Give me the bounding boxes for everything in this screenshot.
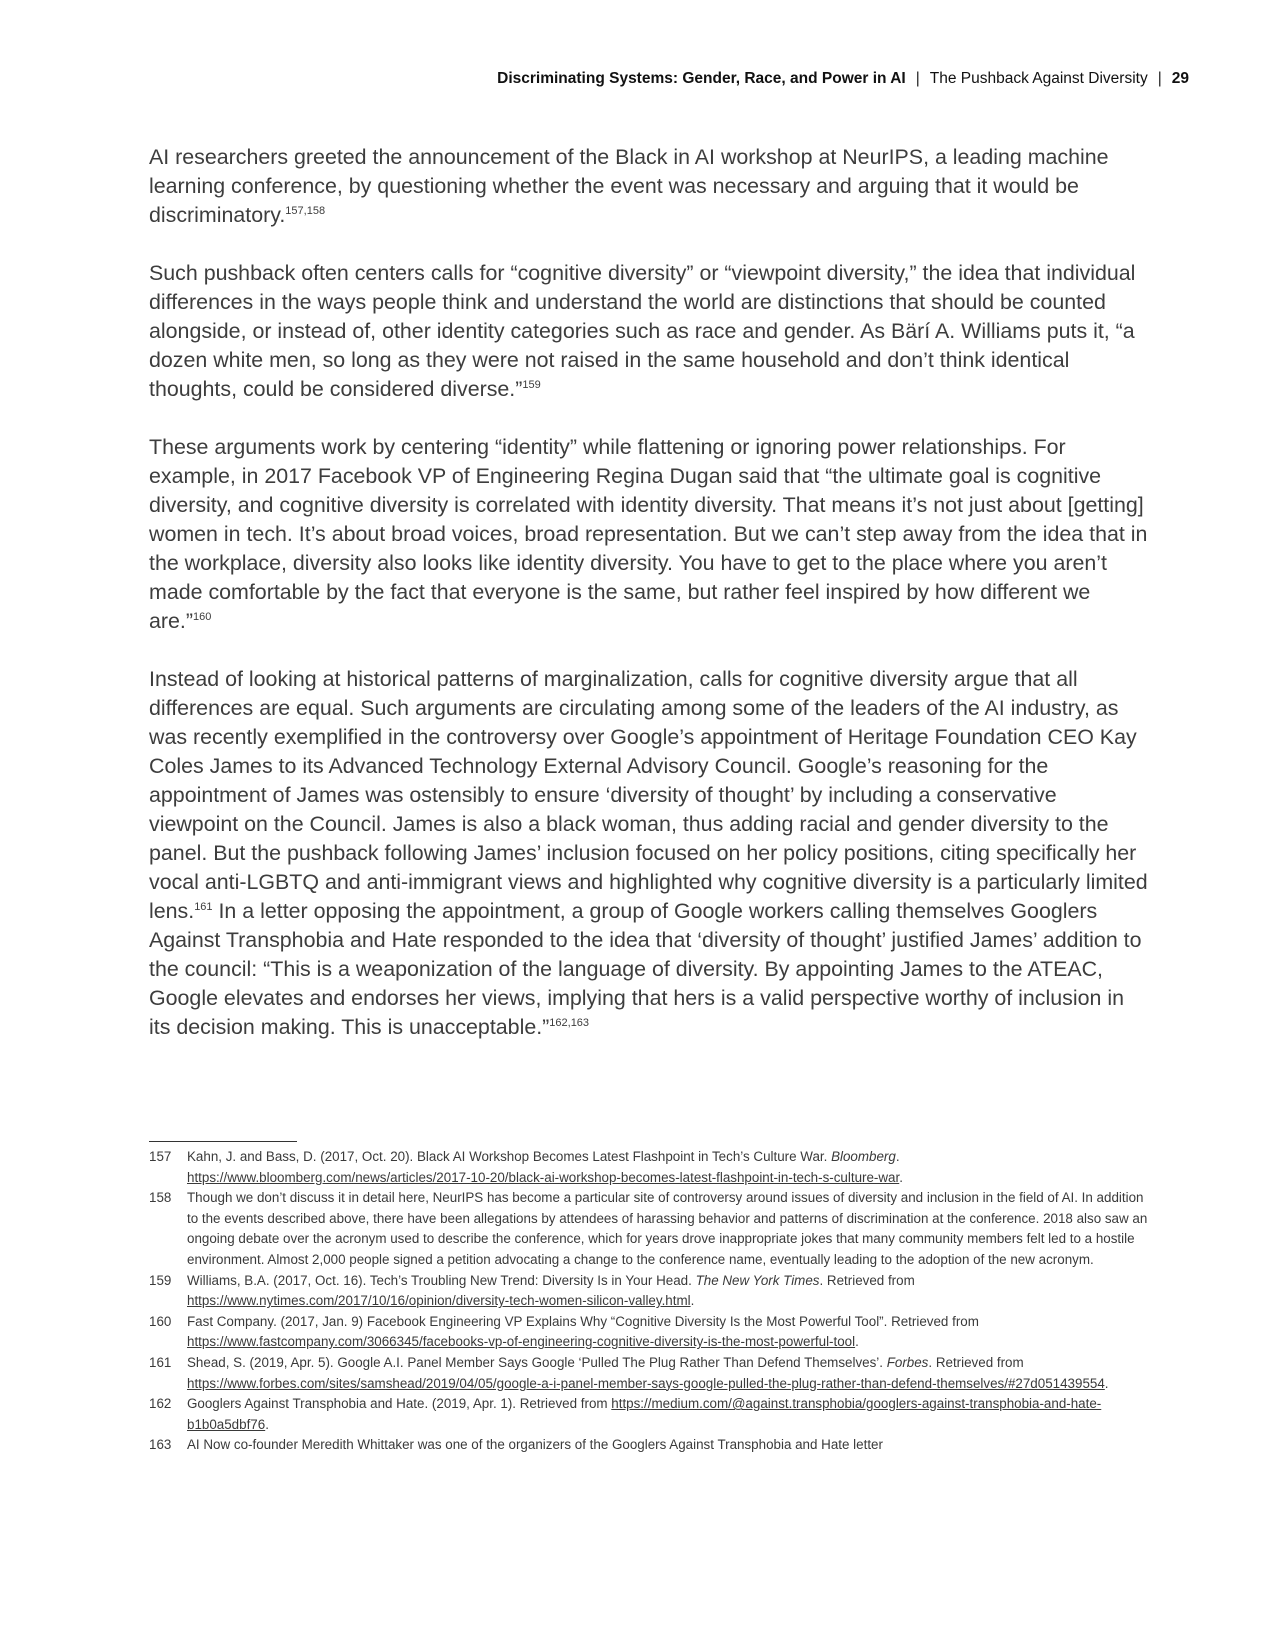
- footnote-ref[interactable]: 162,163: [549, 1017, 590, 1029]
- citation-text: .: [265, 1416, 269, 1432]
- footnote-number: 161: [149, 1354, 172, 1370]
- footnote-number: 163: [149, 1437, 172, 1453]
- footnote-158: [149, 1188, 1149, 1270]
- publication-name: Bloomberg: [831, 1149, 896, 1164]
- footnotes: [149, 1147, 1149, 1456]
- footnote-160: [149, 1312, 1149, 1353]
- main-body: [149, 143, 1149, 1071]
- citation-text: .: [899, 1169, 903, 1185]
- page-header: [140, 70, 1189, 88]
- citation-text: Shead, S. (2019, Apr. 5). Google A.I. Panel Member Says Google ‘Pulled The Plug Rather Than Defend Themselves’.: [187, 1354, 887, 1370]
- footnote-text: AI Now co-founder Meredith Whittaker was one of the organizers of the Googlers Against Transphobia and Hate letter: [187, 1437, 883, 1453]
- footnote-ref[interactable]: 157,158: [285, 205, 326, 217]
- footnote-number: 160: [149, 1313, 172, 1329]
- citation-link[interactable]: https://www.nytimes.com/2017/10/16/opinion/diversity-tech-women-silicon-valley.html: [187, 1293, 691, 1309]
- publication-name: Forbes: [886, 1354, 929, 1370]
- footnote-text: Though we don’t discuss it in detail here, NeurIPS has become a particular site of controversy around issues of diversity and inclusion in the field of AI. In addition to the events described above, there have been allegations by attendees of harassing behavior and patterns of discrimination at the conference. 2018 also saw an ongoing debate over the acronym used to describe the conference, which for years drove inappropriate jokes that many community members felt led to a hostile environment. Almost 2,000 people signed a petition advocating a change to the conference name, eventually leading to the adoption of the new acronym.: [187, 1190, 1148, 1267]
- footnote-161: [149, 1353, 1149, 1394]
- citation-link[interactable]: https://www.forbes.com/sites/samshead/2019/04/05/google-a-i-panel-member-says-google-pulled-the-plug-rather-than-defend-themselves/#27d051439554: [187, 1375, 1105, 1391]
- footnote-text: [187, 1312, 1149, 1353]
- citation-text: Googlers Against Transphobia and Hate. (2019, Apr. 1). Retrieved from: [187, 1396, 612, 1412]
- footnote-ref[interactable]: 160: [192, 611, 212, 623]
- footnote-text: [187, 1271, 1149, 1312]
- paragraph-2: [149, 259, 1149, 404]
- citation-text: .: [690, 1293, 695, 1309]
- paragraph-3: [149, 433, 1149, 636]
- citation-text: .: [855, 1334, 859, 1350]
- footnote-text: [187, 1353, 1149, 1394]
- footnote-number: 162: [149, 1396, 172, 1412]
- footnote-text: [187, 1394, 1149, 1435]
- header-separator: |: [915, 70, 920, 87]
- footnote-157: [149, 1147, 1149, 1188]
- document-title: Discriminating Systems: Gender, Race, and Power in AI: [497, 70, 906, 87]
- page-number: 29: [1171, 70, 1189, 87]
- citation-text: Kahn, J. and Bass, D. (2017, Oct. 20). Black AI Workshop Becomes Latest Flashpoint in Tech’s Culture War.: [187, 1149, 832, 1164]
- footnote-number: 157: [149, 1149, 172, 1164]
- paragraph-4: [149, 665, 1149, 1042]
- citation-link[interactable]: https://medium.com/@against.transphobia/googlers-against-transphobia-and-hate-b1b0a5dbf76: [187, 1396, 1102, 1432]
- paragraph-text: Instead of looking at historical patterns of marginalization, calls for cognitive diversity argue that all differences are equal. Such arguments are circulating among some of the leaders of the AI industry, as was recently exemplified in the controversy over Google’s appointment of Heritage Foundation CEO Kay Coles James to its Advanced Technology External Advisory Council. Google’s reasoning for the appointment of James was ostensibly to ensure ‘diversity of thought’ by including a conservative viewpoint on the Council. James is also a black woman, thus adding racial and gender diversity to the panel. But the pushback following James’ inclusion focused on her policy positions, citing specifically her vocal anti-LGBTQ and anti-immigrant views and highlighted why cognitive diversity is a particularly limited lens.: [149, 667, 1148, 923]
- footnote-159: [149, 1271, 1149, 1312]
- citation-text: Williams, B.A. (2017, Oct. 16). Tech’s Troubling New Trend: Diversity Is in Your Head.: [187, 1272, 696, 1288]
- footnote-number: 158: [149, 1190, 172, 1206]
- citation-link[interactable]: https://www.bloomberg.com/news/articles/2017-10-20/black-ai-workshop-becomes-latest-flashpoint-in-tech-s-culture-war: [187, 1169, 900, 1185]
- citation-text: .: [1104, 1375, 1109, 1391]
- paragraph-1: [149, 143, 1149, 230]
- footnote-divider: [149, 1141, 297, 1142]
- paragraph-text: Such pushback often centers calls for “cognitive diversity” or “viewpoint diversity,” the idea that individual differences in the ways people think and understand the world are distinctions that should be counted alongside, or instead of, other identity categories such as race and gender. As Bärí A. Williams puts it, “a dozen white men, so long as they were not raised in the same household and don’t think identical thoughts, could be considered diverse.”: [149, 261, 1136, 401]
- footnote-163: [149, 1435, 1149, 1456]
- header-separator-2: |: [1157, 70, 1162, 87]
- paragraph-text-continued: In a letter opposing the appointment, a group of Google workers calling themselves Googlers Against Transphobia and Hate responded to the idea that ‘diversity of thought’ justified James’ addition to the council: “This is a weaponization of the language of diversity. By appointing James to the ATEAC, Google elevates and endorses her views, implying that hers is a valid perspective worthy of inclusion in its decision making. This is unacceptable.”: [149, 899, 1142, 1039]
- citation-text: .: [895, 1149, 900, 1164]
- citation-text: . Retrieved from: [819, 1272, 915, 1288]
- paragraph-text: These arguments work by centering “identity” while flattening or ignoring power relationships. For example, in 2017 Facebook VP of Engineering Regina Dugan said that “the ultimate goal is cognitive diversity, and cognitive diversity is correlated with identity diversity. That means it’s not just about [getting] women in tech. It’s about broad voices, broad representation. But we can’t step away from the idea that in the workplace, diversity also looks like identity diversity. You have to get to the place where you aren’t made comfortable by the fact that everyone is the same, but rather feel inspired by how different we are.”: [149, 435, 1148, 633]
- publication-name: The New York Times: [695, 1272, 820, 1288]
- section-title: The Pushback Against Diversity: [929, 70, 1148, 87]
- footnote-text: [187, 1147, 1149, 1188]
- citation-link[interactable]: https://www.fastcompany.com/3066345/facebooks-vp-of-engineering-cognitive-diversity-is-the-most-powerful-tool: [187, 1334, 856, 1350]
- citation-text: Fast Company. (2017, Jan. 9) Facebook Engineering VP Explains Why “Cognitive Diversity Is the Most Powerful Tool”. Retrieved from: [187, 1313, 979, 1329]
- paragraph-text: AI researchers greeted the announcement of the Black in AI workshop at NeurIPS, a leading machine learning conference, by questioning whether the event was necessary and arguing that it would be discriminatory.: [149, 145, 1109, 227]
- citation-text: . Retrieved from: [928, 1354, 1024, 1370]
- footnote-ref[interactable]: 161: [194, 901, 213, 913]
- footnote-number: 159: [149, 1272, 172, 1288]
- footnote-ref[interactable]: 159: [522, 379, 541, 391]
- footnote-162: [149, 1394, 1149, 1435]
